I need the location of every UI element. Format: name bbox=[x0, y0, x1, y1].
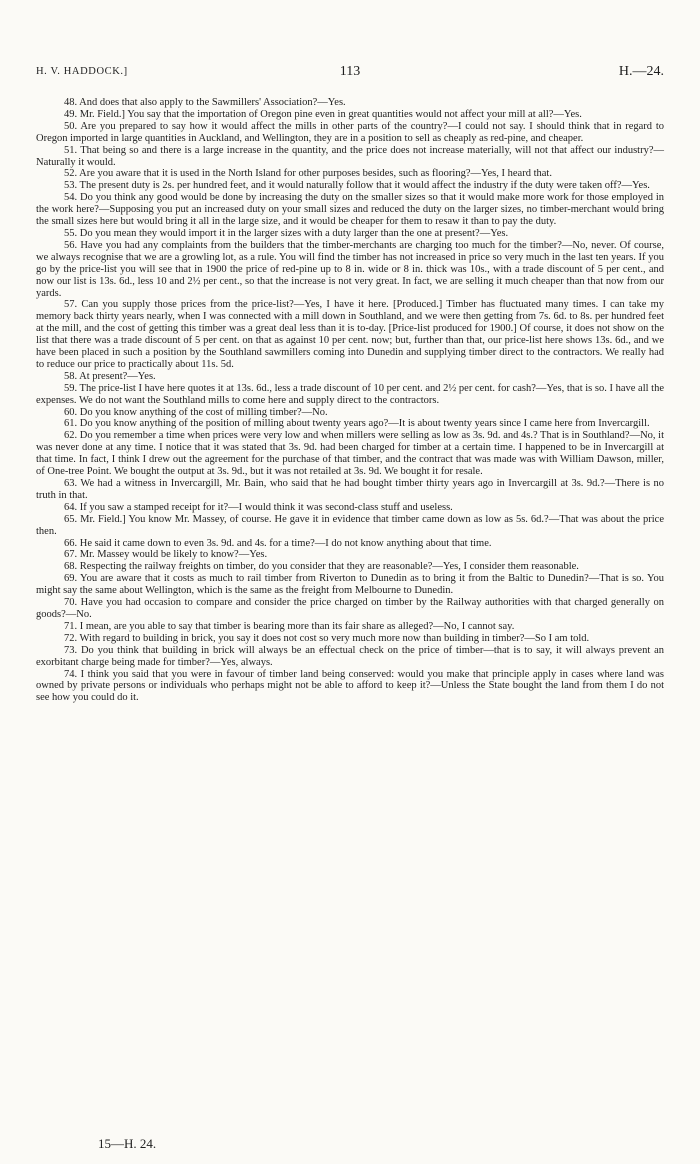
paragraph-72: 72. With regard to building in brick, you say it does not cost so very much more now than building in timber?—So I am told. bbox=[64, 632, 590, 644]
page-number: 113 bbox=[339, 64, 361, 79]
paragraph-55: 55. Do you mean they would import it in the larger sizes with a duty larger than the one at present?—Yes. bbox=[64, 227, 509, 239]
paragraph-50: 50. Are you prepared to say how it would affect the mills in other parts of the country?—I could not say. I should think that in regard to Oregon imported in large quantities in Auckland, and Wellington, they are in a position to sell as cheaply as red-pine, and cheaper. bbox=[36, 120, 664, 144]
paragraph-70: 70. Have you had occasion to compare and consider the price charged on timber by the Railway authorities with that charged generally on goods?—No. bbox=[36, 597, 664, 620]
paragraph-61: 61. Do you know anything of the position of milling about twenty years ago?—It is about twenty years since I came here from Invercargill. bbox=[64, 418, 650, 430]
paragraph-49: 49. Mr. Field.] You say that the importation of Oregon pine even in great quantities would not affect your mill at all?—Yes. bbox=[64, 108, 582, 120]
paragraph-69: 69. You are aware that it costs as much to rail timber from Riverton to Dunedin as to bring it from the Baltic to Dunedin?—That is so. You might say the same about Wellington, which is the same as the freight from Melbourne to Dunedin. bbox=[36, 573, 664, 597]
paragraph-71: 71. I mean, are you able to say that timber is bearing more than its fair share as alleged?—No, I cannot say. bbox=[64, 620, 515, 632]
paragraph-63: 63. We had a witness in Invercargill, Mr. Bain, who said that he had bought timber thirty years ago in Invercargill at 3s. 9d.?—There is no truth in that. bbox=[36, 478, 664, 501]
paragraph-53: 53. The present duty is 2s. per hundred feet, and it would naturally follow that it would affect the industry if the duty were taken off?—Yes. bbox=[64, 180, 650, 192]
paragraph-58: 58. At present?—Yes. bbox=[64, 370, 156, 382]
paragraph-65: 65. Mr. Field.] You know Mr. Massey, of course. He gave it in evidence that timber came down as low as 5s. 6d.?—That was about the price then. bbox=[36, 513, 664, 537]
paragraph-73: 73. Do you think that building in brick will always be an effectual check on the price of timber—that is to say, it will always prevent an exorbitant charge being made for timber?—Yes, always. bbox=[36, 644, 664, 668]
paragraph-52: 52. Are you aware that it is used in the North Island for other purposes besides, such as flooring?—Yes, I heard that. bbox=[64, 168, 552, 180]
evidence-text bbox=[36, 97, 664, 704]
page-header bbox=[36, 64, 664, 84]
paragraph-48: 48. And does that also apply to the Sawmillers' Association?—Yes. bbox=[64, 97, 346, 108]
signature-mark: 15—H. 24. bbox=[98, 1136, 157, 1151]
paragraph-59: 59. The price-list I have here quotes it at 13s. 6d., less a trade discount of 10 per cent. and 2½ per cent. for cash?—Yes, that is so. I have all the expenses. We do not want the Southland mills to come here and supply direct to the contractors. bbox=[36, 382, 664, 406]
paragraph-66: 66. He said it came down to even 3s. 9d. and 4s. for a time?—I do not know anything about that time. bbox=[64, 537, 492, 549]
paragraph-51: 51. That being so and there is a large increase in the quantity, and the price does not increase materially, will not that affect our industry?—Naturally it would. bbox=[36, 144, 664, 168]
paragraph-74: 74. I think you said that you were in favour of timber land being conserved: would you make that principle apply in cases where land was owned by private persons or individuals who perhaps might not be able to afford to keep it?—Unless the State bought the land from them I do not see how you could do it. bbox=[36, 668, 664, 704]
document-code: H.—24. bbox=[618, 64, 664, 79]
paragraph-67: 67. Mr. Massey would be likely to know?—Yes. bbox=[64, 549, 268, 561]
paragraph-54: 54. Do you think any good would be done by increasing the duty on the smaller sizes so that it would make more work for those employed in the work here?—Supposing you put an increased duty on your small sizes and reduced the duty on the larger sizes, no timber-merchant would bring the small sizes here but would bring it all in the large size, and it would be cheaper for them to resaw it than to pay the duty. bbox=[36, 192, 664, 228]
paragraph-64: 64. If you saw a stamped receipt for it?—I would think it was second-class stuff and useless. bbox=[64, 501, 453, 513]
witness-name: H. V. HADDOCK.] bbox=[36, 66, 128, 77]
paragraph-62: 62. Do you remember a time when prices were very low and when millers were selling as low as 3s. 9d. and 4s.? That is in Southland?—No, it was never done at any time. I notice that it was stated that 3s. 9d. had been charged for timber at a certain time. I happened to be in Invercargill at that time. In fact, I think I drew out the agreement for the purchase of that timber, and the contract that was made was with William Dawson, miller, of One-tree Point. We bought the output at 3s. 9d., but it was not retailed at 3s. 9d. We bought it for resale. bbox=[36, 430, 664, 478]
paragraph-57: 57. Can you supply those prices from the price-list?—Yes, I have it here. [Produced.] Timber has fluctuated many times. I can take my memory back thirty years nearly, when I was connected with a mill down in Southland, and we were then getting from 7s. 6d. to 8s. per hundred feet at the mill, and the cost of getting this timber was a great deal less than it is to-day. [Price-list produced for 1900.] Of course, it does not show on the list that there was a trade discount of 5 per cent. on that as against 10 per cent. now; but, further than that, our price-list here shows 13s. 6d., and we have been placed in such a position by the Southland sawmillers coming into Dunedin and supplying timber direct to the contractors. We really had to reduce our price to practically about 11s. 5d. bbox=[36, 299, 664, 370]
paragraph-60: 60. Do you know anything of the cost of milling timber?—No. bbox=[64, 406, 328, 418]
paragraph-56: 56. Have you had any complaints from the builders that the timber-merchants are charging too much for the timber?—No, never. Of course, we always recognise that we are a growling lot, as a rule. You will find the timber has not increased in price so very much in the last ten years. If you go by the price-list you will see that in 1900 the price of red-pine up to 8 in. wide or 8 in. thick was 10s., with a trade discount of 5 per cent., and now our list is 13s. 6d., less 10 and 2½ per cent., so that the increase is not very great. In fact, we are selling it much cheaper than that now from our yards. bbox=[36, 239, 664, 299]
paragraph-68: 68. Respecting the railway freights on timber, do you consider that they are reasonable?—Yes, I consider them reasonable. bbox=[64, 561, 579, 573]
